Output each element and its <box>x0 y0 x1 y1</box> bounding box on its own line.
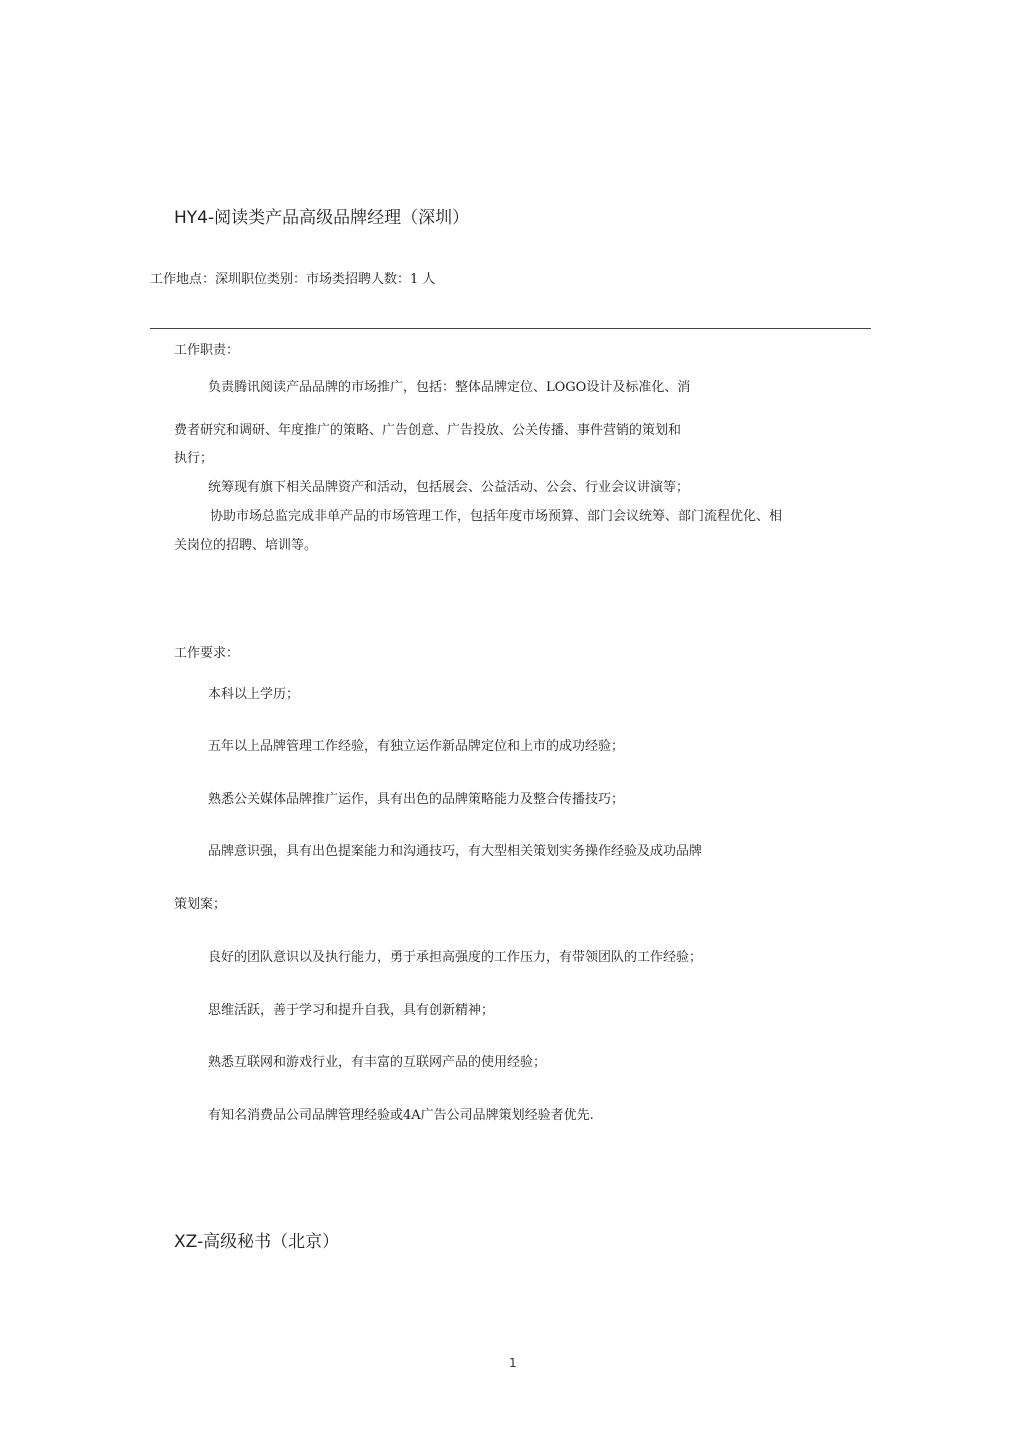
duty-line: 负责腾讯阅读产品品牌的市场推广，包括：整体品牌定位、LOGO设计及标准化、消 <box>208 380 691 395</box>
requirement-line: 思维活跃，善于学习和提升自我，具有创新精神； <box>208 1003 495 1018</box>
duty-line: 协助市场总监完成非单产品的市场管理工作，包括年度市场预算、部门会议统筹、部门流程优化、相 <box>210 509 783 524</box>
requirement-line: 品牌意识强，具有出色提案能力和沟通技巧，有大型相关策划实务操作经验及成功品牌 <box>208 844 703 859</box>
job-meta: 工作地点：深圳职位类别：市场类招聘人数：1 人 <box>150 272 436 287</box>
job-title-hy4: HY4-阅读类产品高级品牌经理（深圳） <box>174 208 470 228</box>
duties-heading: 工作职责： <box>174 343 240 358</box>
requirement-line: 良好的团队意识以及执行能力，勇于承担高强度的工作压力，有带领团队的工作经验； <box>208 950 703 965</box>
job-title-xz: XZ-高级秘书（北京） <box>174 1232 340 1252</box>
requirement-line: 五年以上品牌管理工作经验，有独立运作新品牌定位和上市的成功经验； <box>208 739 625 754</box>
requirement-line: 策划案； <box>174 897 227 912</box>
requirement-line: 有知名消费品公司品牌管理经验或4A广告公司品牌策划经验者优先. <box>208 1108 594 1123</box>
requirements-heading: 工作要求： <box>174 646 240 661</box>
duty-line: 费者研究和调研、年度推广的策略、广告创意、广告投放、公关传播、事件营销的策划和 <box>174 423 682 438</box>
page-number: 1 <box>509 1356 517 1370</box>
duty-line: 统筹现有旗下相关品牌资产和活动，包括展会、公益活动、公会、行业会议讲演等； <box>208 480 690 495</box>
requirement-line: 本科以上学历； <box>208 687 300 702</box>
requirement-line: 熟悉互联网和游戏行业，有丰富的互联网产品的使用经验； <box>208 1055 547 1070</box>
duty-line: 关岗位的招聘、培训等。 <box>174 538 318 553</box>
duty-line: 执行； <box>174 451 214 466</box>
requirement-line: 熟悉公关媒体品牌推广运作，具有出色的品牌策略能力及整合传播技巧； <box>208 792 625 807</box>
divider-line <box>150 328 871 329</box>
